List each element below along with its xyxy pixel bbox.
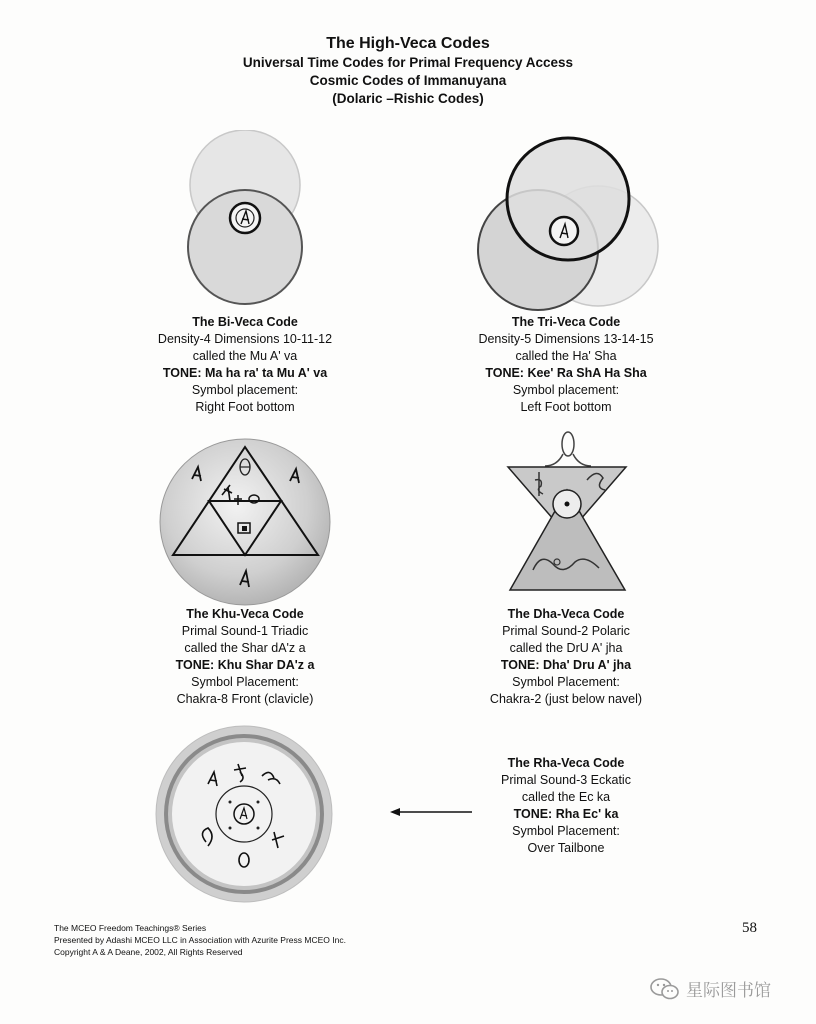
code-name: The Bi-Veca Code	[192, 315, 298, 329]
code-placement-label: Symbol placement:	[512, 383, 620, 397]
page-number: 58	[742, 920, 757, 936]
footer-series: The MCEO Freedom Teachings® Series	[54, 923, 207, 933]
code-primal-sound: Primal Sound-1 Triadic	[181, 624, 309, 638]
bi-veca-caption	[140, 314, 350, 416]
code-name: The Tri-Veca Code	[511, 315, 621, 329]
code-name: The Dha-Veca Code	[507, 607, 625, 621]
code-density: Density-4 Dimensions 10-11-12	[157, 332, 333, 346]
code-placement: Over Tailbone	[527, 841, 605, 855]
code-tone: TONE: Khu Shar DA'z a	[175, 658, 315, 672]
dha-veca-symbol	[505, 430, 629, 595]
rha-veca-symbol	[154, 724, 334, 904]
code-placement: Chakra-8 Front (clavicle)	[176, 692, 314, 706]
code-density: Density-5 Dimensions 13-14-15	[478, 332, 654, 346]
tri-veca-symbol	[476, 128, 661, 313]
code-tone: TONE: Ma ha ra' ta Mu A' va	[162, 366, 328, 380]
code-placement: Chakra-2 (just below navel)	[489, 692, 643, 706]
khu-veca-caption	[140, 606, 350, 708]
subtitle-3: (Dolaric –Rishic Codes)	[332, 91, 484, 106]
code-placement: Right Foot bottom	[195, 400, 295, 414]
code-tone: TONE: Dha' Dru A' jha	[500, 658, 632, 672]
code-name: The Khu-Veca Code	[186, 607, 304, 621]
dha-veca-caption	[456, 606, 676, 708]
code-placement-label: Symbol placement:	[191, 383, 299, 397]
code-tone: TONE: Kee' Ra ShA Ha Sha	[485, 366, 647, 380]
tri-veca-caption	[456, 314, 676, 416]
wechat-icon	[650, 977, 680, 1001]
code-placement: Left Foot bottom	[520, 400, 612, 414]
code-placement-label: Symbol Placement:	[191, 675, 299, 689]
bi-veca-symbol	[180, 130, 310, 310]
khu-veca-symbol	[158, 437, 332, 607]
code-primal-sound: Primal Sound-3 Eckatic	[501, 773, 631, 787]
rha-veca-caption	[456, 755, 676, 857]
page-title: The High-Veca Codes	[326, 35, 490, 52]
code-called: called the Ha' Sha	[515, 349, 617, 363]
watermark-text: 星际图书馆	[686, 981, 771, 1000]
code-called: called the Shar dA'z a	[184, 641, 306, 655]
code-called: called the DrU A' jha	[509, 641, 623, 655]
page-footer	[54, 922, 346, 958]
code-placement-label: Symbol Placement:	[512, 824, 620, 838]
subtitle-2: Cosmic Codes of Immanuyana	[309, 73, 507, 88]
code-name: The Rha-Veca Code	[507, 756, 625, 770]
subtitle-1: Universal Time Codes for Primal Frequency Access	[242, 55, 574, 70]
footer-presented-by: Presented by Adashi MCEO LLC in Association with Azurite Press MCEO Inc.	[54, 935, 346, 945]
footer-copyright: Copyright A & A Deane, 2002, All Rights Reserved	[54, 947, 243, 957]
code-primal-sound: Primal Sound-2 Polaric	[502, 624, 630, 638]
code-placement-label: Symbol Placement:	[512, 675, 620, 689]
page-header	[0, 34, 816, 108]
code-tone: TONE: Rha Ec' ka	[513, 807, 619, 821]
watermark	[650, 976, 771, 1001]
code-called: called the Ec ka	[521, 790, 611, 804]
code-called: called the Mu A' va	[192, 349, 298, 363]
